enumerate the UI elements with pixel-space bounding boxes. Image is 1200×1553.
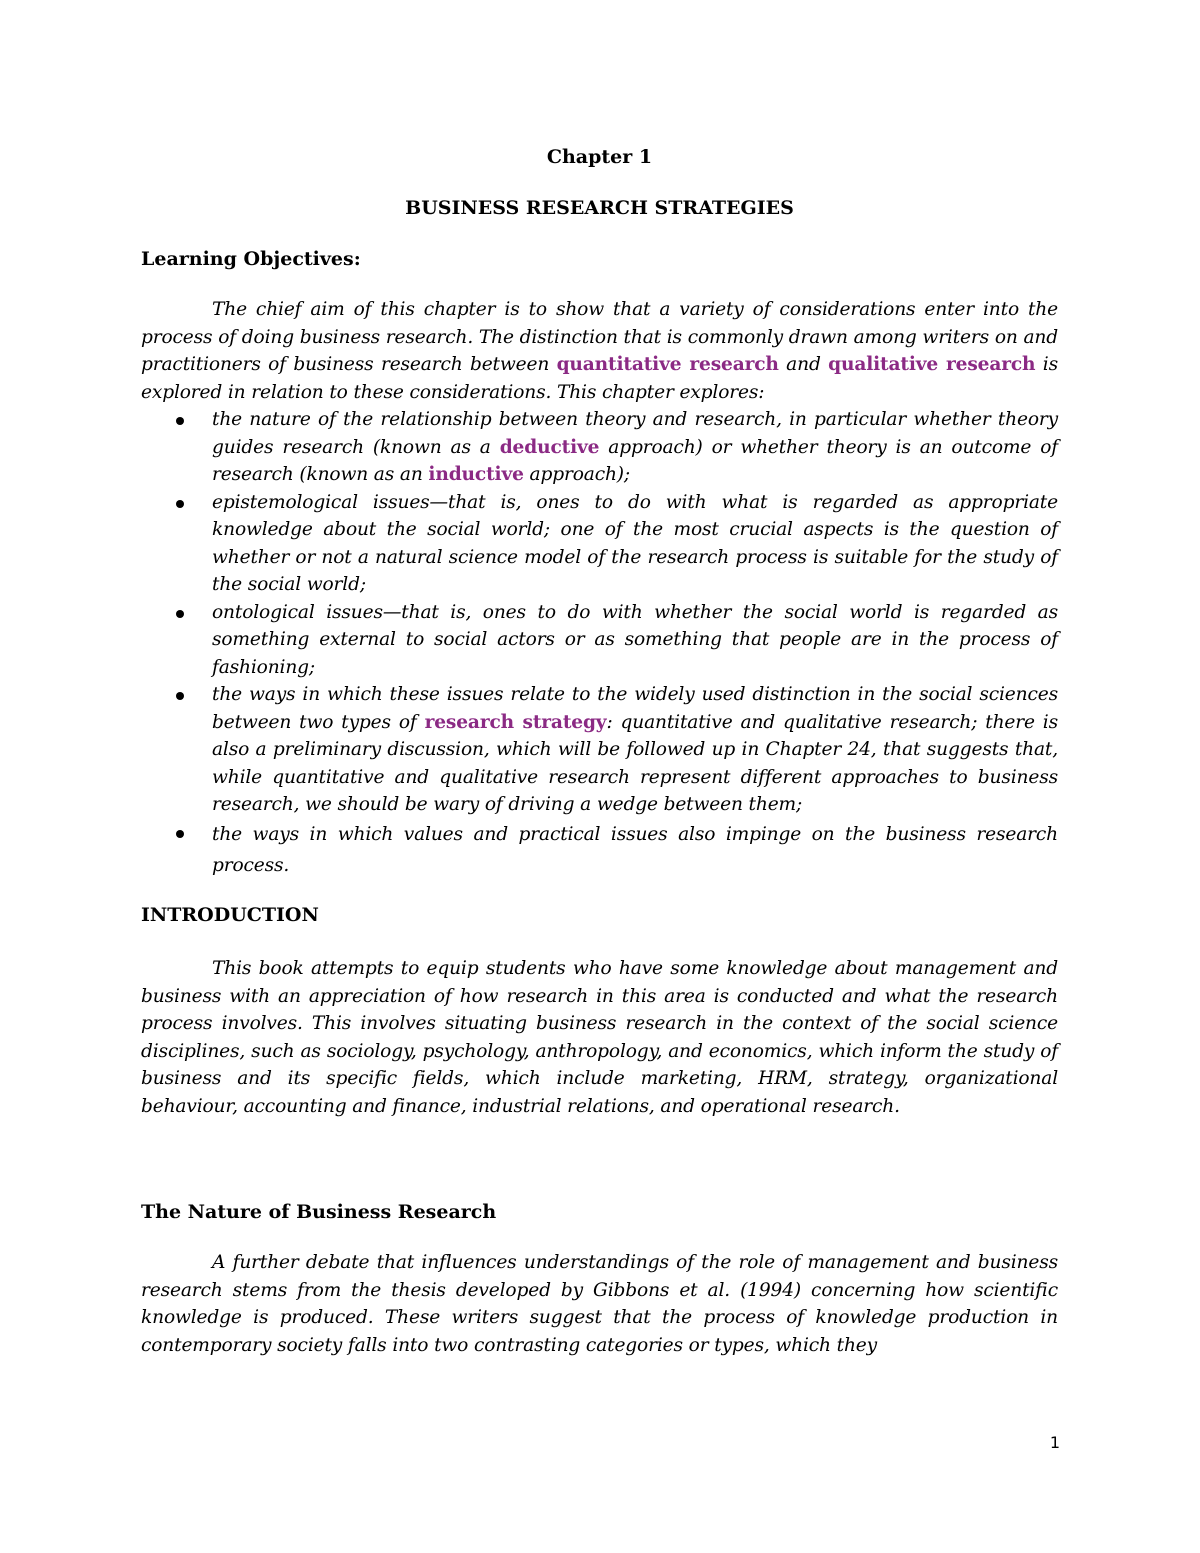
bullet-icon (176, 417, 184, 425)
term-research-strategy: research strategy (424, 711, 607, 733)
list-item (141, 599, 1058, 682)
objectives-intro-paragraph (141, 296, 1058, 406)
bullet-3-text: ontological issues—that is, ones to do with whether the social world is regarded as something external to social actors or as something that people are in the process of fashioning; (212, 601, 1058, 678)
bullet-5-text: the ways in which values and practical issues also impinge on the business research process. (212, 823, 1058, 876)
bullet-icon (176, 610, 184, 618)
introduction-heading: INTRODUCTION (141, 904, 319, 926)
learning-objectives-heading: Learning Objectives: (141, 248, 361, 270)
term-inductive: inductive (428, 464, 524, 485)
bullet-1-text-3: approach); (523, 464, 631, 485)
bullet-4-text-2: : quantitative and qualitative research; there is also a preliminary discussion, which will be followed up in Chapter 24, that suggests that, while quantitative and qualitative research represent different approaches to business research, we should be wary of driving a wedge between them; (212, 711, 1058, 815)
list-item (141, 819, 1058, 881)
objectives-list (141, 406, 1058, 881)
intro-text-3: is explored in relation to these considerations. This chapter explores: (141, 354, 1058, 403)
intro-text-1: The chief aim of this chapter is to show that a variety of considerations enter into the process of doing business research. The distinction that is commonly drawn among writers on and practitioners of business research between (141, 299, 1058, 375)
bullet-4-text-1: the ways in which these issues relate to the widely used distinction in the social sciences between two types of (212, 684, 1058, 733)
nature-paragraph: A further debate that influences understandings of the role of management and business research stems from the thesis developed by Gibbons et al. (1994) concerning how scientific knowledge is produced. These writers suggest that the process of knowledge production in contemporary society falls into two contrasting categories or types, which they (141, 1252, 1058, 1356)
list-item (141, 406, 1058, 489)
introduction-paragraph: This book attempts to equip students who have some knowledge about management and business with an appreciation of how research in this area is conducted and what the research process involves. This involves situating business research in the context of the social science disciplines, such as sociology, psychology, anthropology, and economics, which inform the study of business and its specific fields, which include marketing, HRM, strategy, organizational behaviour, accounting and finance, industrial relations, and operational research. (141, 958, 1058, 1117)
bullet-icon (176, 692, 184, 700)
term-quantitative-research: quantitative research (556, 354, 779, 375)
bullet-icon (176, 500, 184, 508)
list-item (141, 489, 1058, 599)
list-item (141, 681, 1058, 819)
term-deductive: deductive (499, 436, 600, 458)
intro-text-2: and (778, 354, 829, 375)
nature-heading: The Nature of Business Research (141, 1201, 497, 1223)
bullet-2-text: epistemological issues—that is, ones to do with what is regarded as appropriate knowledge about the social world; one of the most crucial aspects is the question of whether or not a natural science model of the research process is suitable for the study of the social world; (212, 491, 1058, 595)
bullet-1-text-1: the nature of the relationship between theory and research, in particular whether theory guides research (known as a (212, 409, 1058, 458)
bullet-icon (176, 830, 184, 838)
chapter-subtitle: BUSINESS RESEARCH STRATEGIES (405, 197, 794, 219)
chapter-title: Chapter 1 (546, 146, 653, 168)
bullet-1-text-2: approach) or whether theory is an outcome of research (known as an (212, 436, 1058, 485)
term-qualitative-research: qualitative research (828, 354, 1036, 375)
page-number: 1 (1049, 1433, 1060, 1452)
